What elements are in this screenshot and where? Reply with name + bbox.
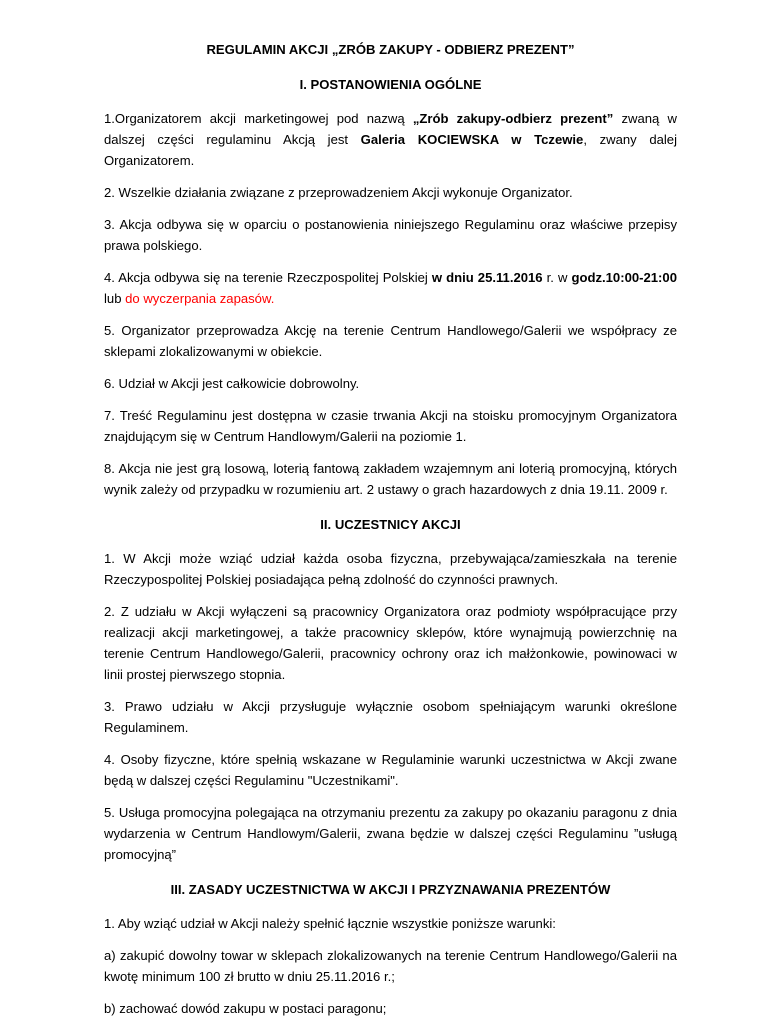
- event-date: w dniu 25.11.2016: [431, 270, 543, 285]
- paragraph: 3. Prawo udziału w Akcji przysługuje wyłącznie osobom spełniającym warunki określone Regulaminem.: [104, 699, 677, 735]
- paragraph-text: , zwany dalej Organizatorem.: [104, 132, 677, 168]
- event-hours: godz.10:00-21:00: [571, 270, 677, 285]
- paragraph: [104, 267, 677, 309]
- paragraph: a) zakupić dowolny towar w sklepach zlokalizowanych na terenie Centrum Handlowego/Galerii na kwotę minimum 100 zł brutto w dniu 25.11.2016 r.;: [104, 948, 677, 984]
- paragraph-text: lub: [104, 291, 126, 306]
- paragraph: 1. Aby wziąć udział w Akcji należy spełnić łącznie wszystkie poniższe warunki:: [104, 916, 556, 931]
- supplies-note: do wyczerpania zapasów.: [125, 291, 275, 306]
- paragraph: 3. Akcja odbywa się w oparciu o postanowienia niniejszego Regulaminu oraz właściwe przepisy prawa polskiego.: [104, 217, 677, 253]
- paragraph-text: 1.Organizatorem akcji marketingowej pod nazwą: [104, 111, 413, 126]
- paragraph: [104, 108, 677, 171]
- paragraph-text: zwaną w dalszej części regulaminu Akcją jest: [104, 111, 677, 147]
- paragraph: 2. Wszelkie działania związane z przeprowadzeniem Akcji wykonuje Organizator.: [104, 185, 573, 200]
- paragraph: 4. Osoby fizyczne, które spełnią wskazane w Regulaminie warunki uczestnictwa w Akcji zwane będą w dalszej części Regulaminu "Uczestnikami".: [104, 752, 677, 788]
- paragraph: 2. Z udziału w Akcji wyłączeni są pracownicy Organizatora oraz podmioty współpracujące przy realizacji akcji marketingowej, a także pracownicy sklepów, które wynajmują powierzchnię na terenie Centrum Handlowego/Galerii, pracownicy ochrony oraz ich małżonkowie, powinowaci w linii prostej pierwszego stopnia.: [104, 604, 677, 682]
- paragraph-text: r. w: [542, 270, 572, 285]
- document-title: REGULAMIN AKCJI „ZRÓB ZAKUPY - ODBIERZ PREZENT”: [206, 42, 575, 57]
- organizer-name: Galeria KOCIEWSKA w Tczewie: [360, 132, 584, 147]
- paragraph: 5. Organizator przeprowadza Akcję na terenie Centrum Handlowego/Galerii we współpracy ze sklepami zlokalizowanymi w obiekcie.: [104, 323, 677, 359]
- paragraph: 6. Udział w Akcji jest całkowicie dobrowolny.: [104, 376, 360, 391]
- paragraph: 7. Treść Regulaminu jest dostępna w czasie trwania Akcji na stoisku promocyjnym Organizatora znajdującym się w Centrum Handlowym/Galerii na poziomie 1.: [104, 408, 677, 444]
- paragraph: 5. Usługa promocyjna polegająca na otrzymaniu prezentu za zakupy po okazaniu paragonu z dnia wydarzenia w Centrum Handlowym/Galerii, zwana będzie w dalszej części Regulaminu ”usługą promocyjną”: [104, 805, 677, 862]
- section-heading-general: I. POSTANOWIENIA OGÓLNE: [299, 77, 482, 92]
- paragraph: b) zachować dowód zakupu w postaci paragonu;: [104, 1001, 387, 1016]
- paragraph: 8. Akcja nie jest grą losową, loterią fantową zakładem wzajemnym ani loterią promocyjną, których wynik zależy od przypadku w rozumieniu art. 2 ustawy o grach hazardowych z dnia 19.11. 2009 r.: [104, 461, 677, 497]
- paragraph: 1. W Akcji może wziąć udział każda osoba fizyczna, przebywająca/zamieszkała na terenie Rzeczypospolitej Polskiej posiadająca pełną zdolność do czynności prawnych.: [104, 551, 677, 587]
- paragraph-text: 4. Akcja odbywa się na terenie Rzeczpospolitej Polskiej: [104, 270, 432, 285]
- campaign-name: „Zrób zakupy-odbierz prezent”: [412, 111, 614, 126]
- section-heading-participants: II. UCZESTNICY AKCJI: [320, 517, 461, 532]
- section-heading-rules: III. ZASADY UCZESTNICTWA W AKCJI I PRZYZNAWANIA PREZENTÓW: [170, 882, 611, 897]
